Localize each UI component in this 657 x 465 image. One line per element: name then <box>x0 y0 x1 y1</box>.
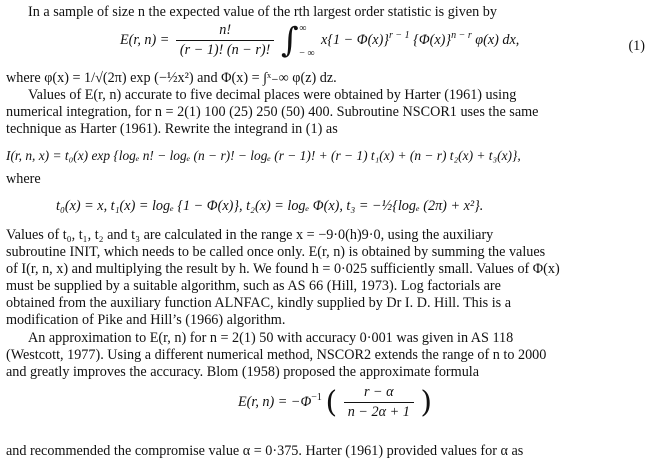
eq1-denominator: (r − 1)! (n − r)! <box>176 40 274 59</box>
eq4-fraction <box>344 384 414 421</box>
eq1-exponent-2: n − r <box>451 30 472 42</box>
equation-1-number: (1) <box>628 38 645 54</box>
para3-line-5: obtained from the auxiliary function ALNFAC, kindly supplied by Dr I. D. Hill. This is a <box>6 295 512 311</box>
intro-sentence: In a sample of size n the expected value of the rth largest order statistic is given by <box>28 4 497 20</box>
eq4-inverse-superscript: −1 <box>311 392 322 404</box>
para4-line-1: An approximation to E(r, n) for n = 2(1) 50 with accuracy 0·001 was given in AS 118 <box>28 330 514 346</box>
integral-limits <box>299 23 314 59</box>
eq1-lhs: E(r, n) = <box>120 31 170 48</box>
eq1-tail: φ(x) dx, <box>475 31 520 48</box>
where-label: where <box>6 171 41 187</box>
eq1-exponent-1: r − 1 <box>388 30 410 42</box>
equation-2: I(r, n, x) = t₀(x) exp {logₑ n! − logₑ (n − r)! − logₑ (r − 1)! + (r − 1) t₁(x) + (n − r) t₂(x) + t₃(x)}, <box>6 148 521 163</box>
eq4-numerator: r − α <box>363 384 394 400</box>
para5-line: and recommended the compromise value α = 0·375. Harter (1961) provided values for α as <box>6 443 524 459</box>
para3-line-2: subroutine INIT, which needs to be called once only. E(r, n) is obtained by summing the values <box>6 244 546 260</box>
eq4-lhs: E(r, n) = −Φ <box>238 393 312 410</box>
para2-line-3: technique as Harter (1961). Rewrite the integrand in (1) as <box>6 121 338 137</box>
eq1-numerator: n! <box>219 22 232 38</box>
where-definitions: where φ(x) = 1/√(2π) exp (−½x²) and Φ(x) = ∫ˣ₋∞ φ(z) dz. <box>6 70 337 86</box>
para4-line-3: and greatly improves the accuracy. Blom (1958) proposed the approximate formula <box>6 364 480 380</box>
eq4-left-paren: ( <box>325 385 338 420</box>
eq1-integrand: x{1 − Φ(x)} <box>321 31 389 48</box>
integral-sign: ∫ <box>280 20 299 61</box>
integral-lower-limit: − ∞ <box>299 47 315 59</box>
para3-line-4: must be supplied by a suitable algorithm, such as AS 66 (Hill, 1973). Log factorials are <box>6 278 501 294</box>
para3-line-1: Values of t₀, t₁, t₂ and t₃ are calculated in the range x = −9·0(h)9·0, using the auxiliary <box>6 227 494 243</box>
equation-blom <box>238 384 432 421</box>
para3-line-6: modification of Pike and Hill’s (1966) algorithm. <box>6 312 286 328</box>
para4-line-2: (Westcott, 1977). Using a different numerical method, NSCOR2 extends the range of n to 2000 <box>6 347 547 363</box>
eq4-right-paren: ) <box>420 385 433 420</box>
eq1-fraction <box>176 22 274 59</box>
para3-line-3: of I(r, n, x) and multiplying the result by h. We found h = 0·025 sufficiently small. Values of Φ(x) <box>6 261 560 277</box>
para2-line-1: Values of E(r, n) accurate to five decimal places were obtained by Harter (1961) using <box>28 87 517 103</box>
equation-1 <box>120 22 519 59</box>
eq1-middle: {Φ(x)} <box>413 31 452 48</box>
eq4-denominator: n − 2α + 1 <box>344 402 414 421</box>
para2-line-2: numerical integration, for n = 2(1) 100 (25) 250 (50) 400. Subroutine NSCOR1 uses the same <box>6 104 539 120</box>
equation-3: t₀(x) = x, t₁(x) = logₑ {1 − Φ(x)}, t₂(x) = logₑ Φ(x), t₃ = −½{logₑ (2π) + x²}. <box>56 198 484 214</box>
integral-upper-limit: ∞ <box>299 22 307 34</box>
